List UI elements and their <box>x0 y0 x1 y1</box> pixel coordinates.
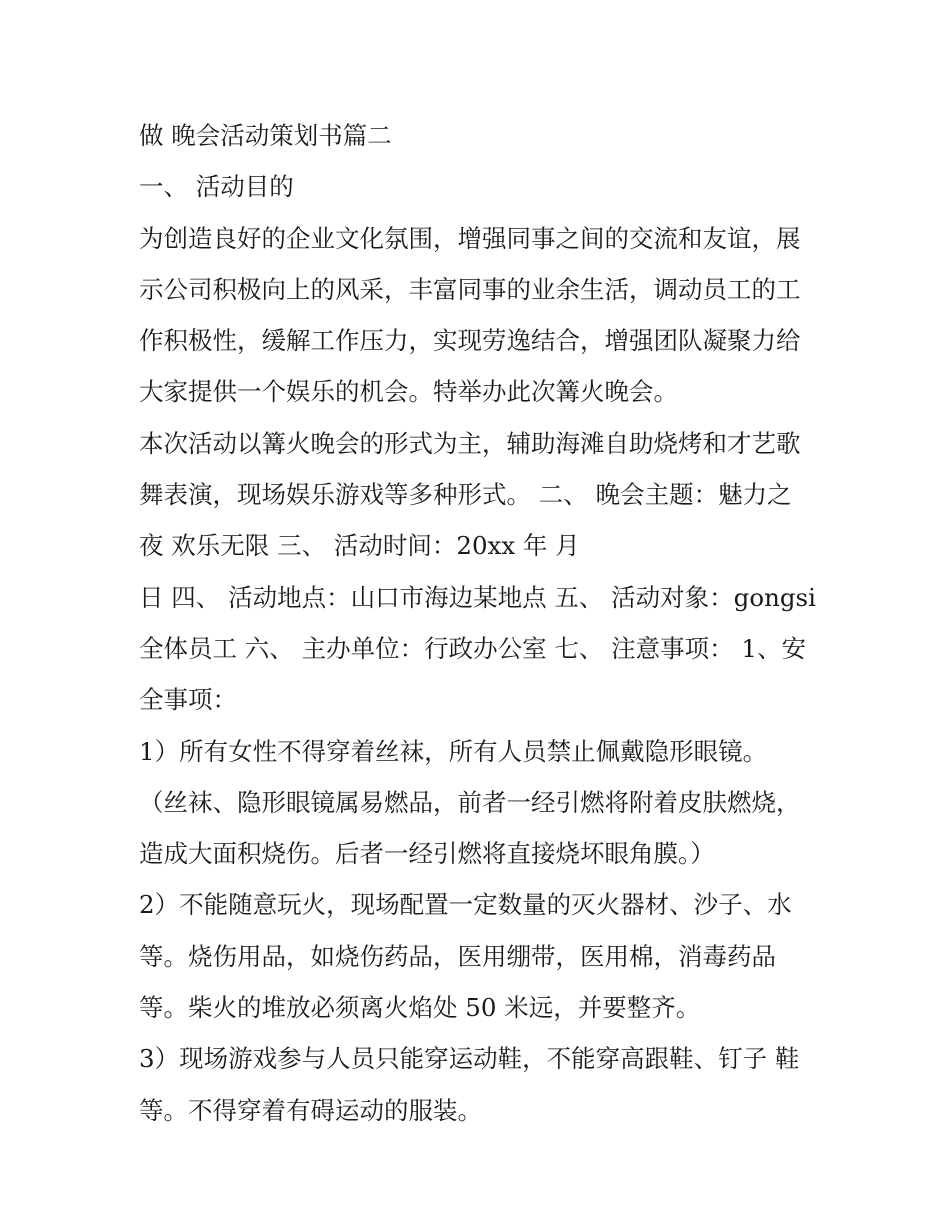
text-line: 舞表演，现场娱乐游戏等多种形式。 二、 晚会主题：魅力之 <box>139 480 792 510</box>
text-line: （丝袜、隐形眼镜属易燃品，前者一经引燃将附着皮肤燃烧， <box>139 787 801 817</box>
document-body <box>139 110 819 1136</box>
text-line: 全事项： <box>139 685 237 715</box>
text-line: 造成大面积烧伤。后者一经引燃将直接烧坏眼角膜。） <box>139 839 715 869</box>
text-line: 2）不能随意玩火，现场配置一定数量的灭火器材、沙子、水 <box>139 890 792 920</box>
text-line: 等。不得穿着有碍运动的服装。 <box>139 1095 482 1125</box>
text-line: 示公司积极向上的风采，丰富同事的业余生活，调动员工的工 <box>139 274 801 304</box>
text-line: 夜 欢乐无限 三、 活动时间：20xx 年 月 <box>139 531 580 561</box>
text-line: 为创造良好的企业文化氛围，增强同事之间的交流和友谊，展 <box>139 223 801 253</box>
text-line: 等。柴火的堆放必须离火焰处 50 米远，并要整齐。 <box>139 993 701 1023</box>
text-line: 本次活动以篝火晚会的形式为主，辅助海滩自助烧烤和才艺歌 <box>139 428 801 458</box>
text-line: 日 四、 活动地点：山口市海边某地点 五、 活动对象：gongsi <box>139 582 816 612</box>
text-line: 全体员工 六、 主办单位：行政办公室 七、 注意事项： 1、安 <box>139 633 807 663</box>
text-line: 大家提供一个娱乐的机会。特举办此次篝火晚会。 <box>139 377 678 407</box>
document-title: 做 晚会活动策划书篇二 <box>139 121 392 150</box>
text-line: 3）现场游戏参与人员只能穿运动鞋，不能穿高跟鞋、钉子 鞋 <box>139 1044 800 1074</box>
text-line: 等。烧伤用品，如烧伤药品，医用绷带，医用棉，消毒药品 <box>139 941 776 971</box>
text-line: 1）所有女性不得穿着丝袜，所有人员禁止佩戴隐形眼镜。 <box>139 736 768 766</box>
text-line: 作积极性，缓解工作压力，实现劳逸结合，增强团队凝聚力给 <box>139 326 801 356</box>
section-heading-purpose: 一、 活动目的 <box>139 172 294 202</box>
